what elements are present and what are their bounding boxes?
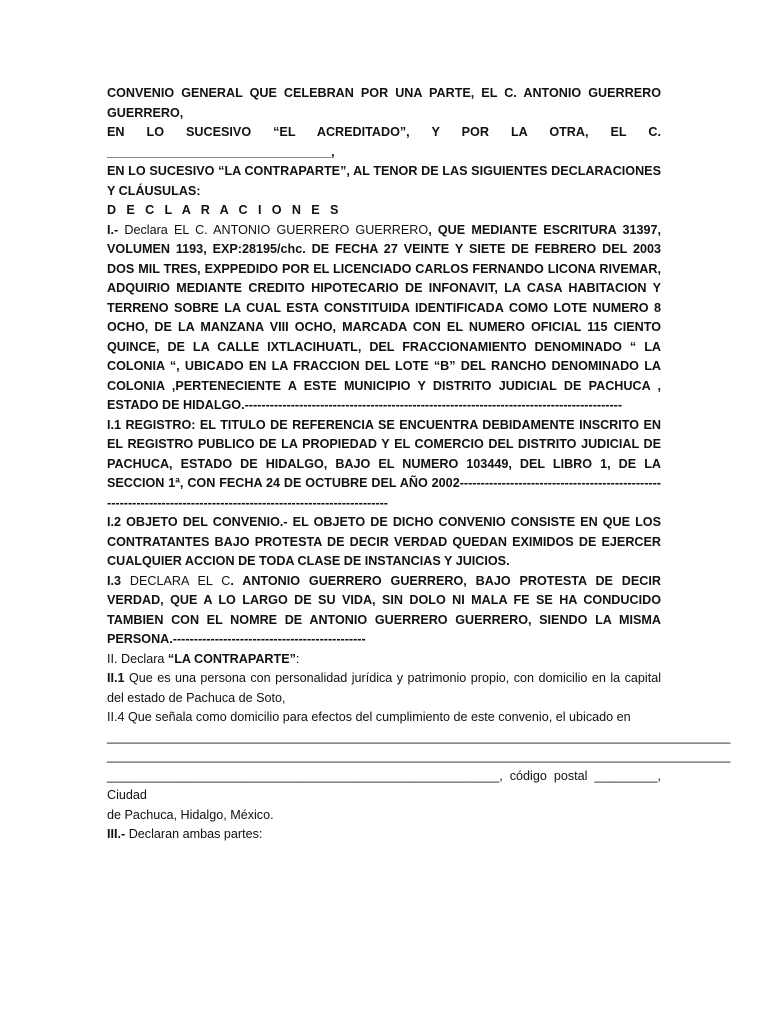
declaration-I xyxy=(107,221,661,416)
declaraciones-heading: D E C L A R A C I O N E S xyxy=(107,203,342,217)
address-city-line: de Pachuca, Hidalgo, México. xyxy=(107,807,274,822)
declaration-II xyxy=(107,650,661,670)
declaration-III-number: III.- xyxy=(107,827,126,841)
intro-line-1: CONVENIO GENERAL QUE CELEBRAN POR UNA PARTE, EL C. ANTONIO GUERRERO GUERRERO, xyxy=(107,86,661,120)
declaration-II1 xyxy=(107,669,661,708)
intro-line-2: EN LO SUCESIVO “EL ACREDITADO”, Y POR LA OTRA, EL C. ________________________________, xyxy=(107,125,661,159)
declaration-I3-body: . ANTONIO GUERRERO GUERRERO, BAJO PROTESTA DE DECIR VERDAD, QUE A LO LARGO DE SU VIDA, SIN DOLO NI MALA FE SE HA CONDUCIDO TAMBIEN CON EL NOMRE DE ANTONIO GUERRERO GUERRERO, SIENDO LA MISMA PERSONA.---------------------------------------------- xyxy=(107,573,661,646)
declaration-II1-number: II.1 xyxy=(107,671,125,685)
declaration-I3 xyxy=(107,572,661,650)
declaration-I3-lead: DECLARA EL C xyxy=(121,573,231,588)
declaration-II4-text: II.4 Que señala como domicilio para efectos del cumplimiento de este convenio, el ubicado en xyxy=(107,710,631,724)
intro-line-3: EN LO SUCESIVO “LA CONTRAPARTE”, AL TENOR DE LAS SIGUIENTES DECLARACIONES Y CLÁUSULAS: xyxy=(107,164,661,198)
declaration-I-body: , QUE MEDIANTE ESCRITURA 31397, VOLUMEN 1193, EXP:28195/chc. DE FECHA 27 VEINTE Y SIETE DE FEBRERO DEL 2003 DOS MIL TRES, EXPPEDIDO POR EL LICENCIADO CARLOS FERNANDO LICONA RIVEMAR, ADQUIRIO MEDIANTE CREDITO HIPOTECARIO DE INFONAVIT, LA CASA HABITACION Y TERRENO SOBRE LA CUAL ESTA CONSTITUIDA IDENTIFICADA COMO LOTE NUMERO 8 OCHO, DE LA MANZANA VIII OCHO, MARCADA CON EL NUMERO OFICIAL 115 CIENTO QUINCE, DE LA CALLE IXTLACIHUATL, DEL FRACCIONAMIENTO DENOMINADO “ LA COLONIA “, UBICADO EN LA FRACCION DEL LOTE “B” DEL RANCHO DENOMINADO LA COLONIA ,PERTENECIENTE A ESTE MUNICIPIO Y DISTRITO JUDICIAL DE PACHUCA , ESTADO DE HIDALGO.------------------------------------------------------------------------------------------ xyxy=(107,222,661,412)
address-blank-line-3: ________________________________________________________, código postal _________, Ciudad xyxy=(107,768,661,802)
declaration-III-text: Declaran ambas partes: xyxy=(125,827,263,841)
declaration-II1-text: Que es una persona con personalidad jurídica y patrimonio propio, con domicilio en la capital del estado de Pachuca de Soto, xyxy=(107,671,661,705)
declaration-I-number: I.- xyxy=(107,222,119,237)
declaration-II-tail: : xyxy=(295,651,300,666)
declaration-II-lead: II. Declara xyxy=(107,651,168,666)
declaration-I3-number: I.3 xyxy=(107,573,122,588)
document-page xyxy=(107,84,731,845)
address-blank-line-1: _________________________________________________________________________________________ xyxy=(107,729,731,744)
declaration-I2-objeto: I.2 OBJETO DEL CONVENIO.- EL OBJETO DE DICHO CONVENIO CONSISTE EN QUE LOS CONTRATANTES BAJO PROTESTA DE DECIR VERDAD QUEDAN EXIMIDOS DE EJERCER CUALQUIER ACCION DE TODA CLASE DE INSTANCIAS Y JUICIOS. xyxy=(107,515,661,568)
declaration-I1-registro: I.1 REGISTRO: EL TITULO DE REFERENCIA SE ENCUENTRA DEBIDAMENTE INSCRITO EN EL REGISTRO PUBLICO DE LA PROPIEDAD Y EL COMERCIO DEL DISTRITO JUDICIAL DE PACHUCA, ESTADO DE HIDALGO, BAJO EL NUMERO 103449, DEL LIBRO 1, DE LA SECCION 1ª, CON FECHA 24 DE OCTUBRE DEL AÑO 2002------------------------------------------------------------------------------------------------------------------- xyxy=(107,417,661,510)
declaration-I-lead: Declara EL C. ANTONIO GUERRERO GUERRERO xyxy=(118,222,429,237)
address-blank-line-2: _________________________________________________________________________________________ xyxy=(107,749,731,763)
declaration-III xyxy=(107,825,661,845)
declaration-II-party: “LA CONTRAPARTE” xyxy=(167,651,296,666)
